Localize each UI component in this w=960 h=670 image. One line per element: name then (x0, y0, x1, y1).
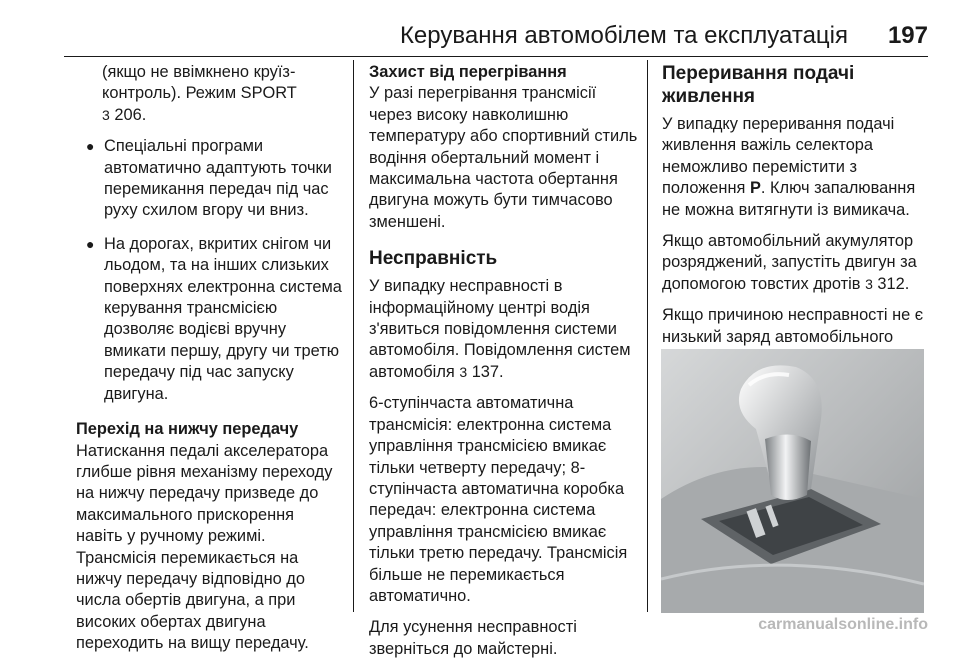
column-1 (76, 62, 344, 665)
bullet-icon: ● (86, 138, 95, 155)
section-heading: Перехід на нижчу передачу (76, 420, 299, 439)
watermark: carmanualsonline.info (758, 616, 928, 633)
body-text: У випадку переривання подачі живлення важіль селектора неможливо перемістити з положення P. Ключ запалювання не можна витягнути із вимикача. (662, 115, 916, 219)
section-title: Переривання подачі живлення (662, 63, 855, 107)
page-title: Керування автомобілем та експлуатація (399, 22, 848, 49)
list-item: ● Спеціальні програми автоматично адаптують точки перемикання передач під час руху схилом вгору чи вниз. (86, 137, 332, 220)
reference-arrow-icon: 3 (865, 275, 873, 292)
body-text: Для усунення несправності зверніться до майстерні. (369, 618, 577, 658)
gear-selector-photo (661, 349, 924, 613)
body-text: У випадку несправності в інформаційному центрі водія з'явиться повідомлення системи автомобіля. Повідомлення систем автомобіля 3 137. (369, 277, 631, 381)
page-reference[interactable]: 312. (877, 274, 910, 293)
header-rule (64, 56, 928, 57)
page-reference[interactable]: 137. (471, 362, 504, 381)
gear-shifter-icon (661, 349, 924, 613)
page-header (0, 0, 960, 64)
page-reference[interactable]: 206. (114, 105, 147, 124)
body-text: Якщо автомобільний акумулятор розряджений, запустіть двигун за допомогою товстих дротів 3 312. (662, 232, 917, 293)
column-divider (353, 60, 354, 612)
body-text: У разі перегрівання трансмісії через високу навколишню температуру або спортивний стиль водіння обертальний момент і максимальна частота обертання двигуна можуть бути тимчасово зменшені. (369, 84, 638, 231)
reference-arrow-icon: 3 (102, 106, 110, 123)
page-number: 197 (887, 22, 928, 49)
list-item: ● На дорогах, вкритих снігом чи льодом, та на інших слизьких поверхнях електронна система керування трансмісією дозволяє водієві вручну вмикати першу, другу чи третю передачу під час запуску двигуна. (86, 234, 342, 403)
reference-arrow-icon: 3 (459, 363, 468, 380)
column-divider (647, 60, 648, 612)
section-title: Несправність (369, 248, 498, 270)
section-heading: Захист від перегрівання (369, 63, 567, 81)
column-2 (369, 62, 639, 670)
bullet-icon: ● (86, 235, 95, 252)
body-text: 6-ступінчаста автоматична трансмісія: електронна система управління трансмісією вмикає тільки четверту передачу; 8-ступінчаста автоматична коробка передач: електронна система управління трансмісією вмикає тільки третю передачу. Трансмісія більше не перемикається автоматично. (369, 394, 628, 605)
body-text: Якщо причиною несправності не є низький заряд автомобільного (662, 306, 924, 346)
gear-position-label: P (749, 179, 761, 198)
continued-text: (якщо не ввімкнено круїз-контроль). Режим SPORT 3 206. (102, 63, 297, 124)
body-text: Натискання педалі акселератора глибше рівня механізму переходу на нижчу передачу призведе до максимального прискорення навіть у ручному режимі. Трансмісія перемикається на нижчу передачу відповідно до числа обертів двигуна, а при високих обертах двигуна переходить на вищу передачу. (76, 441, 333, 653)
